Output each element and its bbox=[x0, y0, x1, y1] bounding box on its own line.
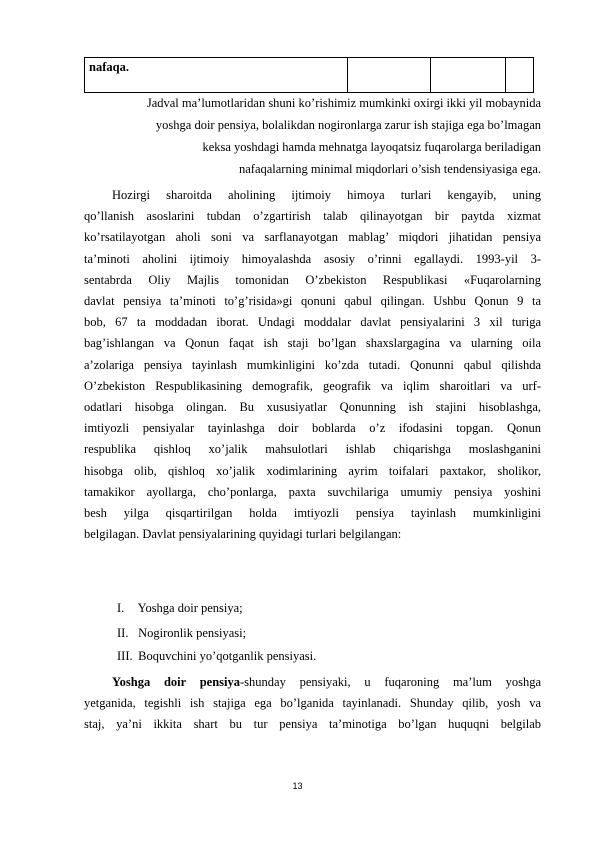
paragraph-line: besh yilga qisqartirilgan holda imtiyozli pensiya tayinlash mumkinligini bbox=[84, 506, 541, 521]
paragraph-line: ta’minoti aholini ijtimoiy himoyalashda asosiy o’rinni egallaydi. 1993-yil 3- bbox=[84, 251, 541, 266]
paragraph-line: bag’ishlangan va Qonun faqat ish staji bo’lgan shaxslargagina va ularning oila bbox=[84, 336, 541, 351]
caption-line-4: nafaqalarning minimal miqdorlari o’sish tendensiyasiga ega. bbox=[238, 162, 541, 176]
paragraph-line: ko’rsatilayotgan aholi soni va sarflanayotgan mablag’ miqdori jihatidan pensiya bbox=[84, 230, 541, 245]
paragraph-line: staj, ya’ni ikkita shart bu tur pensiya ta’minotiga bo’lgan huquqni belgilab bbox=[84, 717, 541, 732]
list-item bbox=[117, 648, 316, 664]
paragraph-pension-overview bbox=[84, 185, 541, 545]
paragraph-line: imtiyozli pensiyalar tayinlashga doir boblarda o’z ifodasini topgan. Qonun bbox=[84, 421, 541, 436]
paragraph-line: respublika qishloq xo’jalik mahsulotlari ishlab chiqarishga moslashganini bbox=[84, 442, 541, 457]
list-item-number: I. bbox=[117, 601, 125, 615]
paragraph-line: belgilagan. Davlat pensiyalarining quyidagi turlari belgilangan: bbox=[84, 527, 402, 542]
paragraph-line: -shunday pensiyaki, u fuqaroning ma’lum yoshga bbox=[240, 675, 541, 689]
caption-line-1: Jadval ma’lumotlaridan shuni ko’rishimiz mumkinki oxirgi ikki yil mobaynida bbox=[146, 96, 541, 110]
paragraph-line: sentabrda Oliy Majlis tomonidan O’zbekiston Respublikasi «Fuqarolarning bbox=[84, 272, 541, 287]
list-item-text: Boquvchini yo’qotganlik pensiyasi. bbox=[138, 649, 317, 663]
paragraph-line: tamakikor ayollarga, cho’ponlarga, paxta suvchilariga umumiy pensiya yoshini bbox=[84, 484, 541, 499]
list-item-text: Nogironlik pensiyasi; bbox=[138, 626, 247, 640]
table-cell bbox=[506, 58, 534, 93]
paragraph-line: O’zbekiston Respublikasining demografik, geografik va iqlim sharoitlari va urf- bbox=[84, 378, 541, 393]
table-cell bbox=[431, 58, 506, 93]
caption-line-3: keksa yoshdagi hamda mehnatga layoqatsiz fuqarolarga beriladigan bbox=[202, 140, 541, 154]
list-item-number: II. bbox=[117, 626, 129, 640]
paragraph-line: Hozirgi sharoitda aholining ijtimoiy himoya turlari kengayib, uning bbox=[112, 188, 541, 202]
table-cell bbox=[348, 58, 431, 93]
paragraph-line: a’zolariga pensiya tayinlash mumkinligini ko’zda tutadi. Qonunni qabul qilishda bbox=[84, 357, 541, 372]
bold-term: Yoshga doir pensiya bbox=[112, 675, 240, 689]
paragraph-line: yetganida, tegishli ish stajiga ega bo’lganida tayinlanadi. Shunday qilib, yosh va bbox=[84, 696, 541, 711]
paragraph-line: bob, 67 ta moddadan iborat. Undagi moddalar davlat pensiyalarini 3 xil turiga bbox=[84, 315, 541, 330]
paragraph-age-pension bbox=[84, 672, 541, 736]
paragraph-line: qo’llanish asoslarini tubdan o’zgartirish talab qilinayotgan bir paytda xizmat bbox=[84, 209, 541, 224]
list-item bbox=[117, 600, 243, 616]
list-item-number: III. bbox=[117, 649, 133, 663]
fragment-table bbox=[84, 57, 534, 93]
paragraph-line: hisobga olib, qishloq xo’jalik xodimlarining ayrim toifalari paxtakor, sholikor, bbox=[84, 463, 541, 478]
list-item-text: Yoshga doir pensiya; bbox=[137, 601, 243, 615]
caption-line-2: yoshga doir pensiya, bolalikdan nogironlarga zarur ish stajiga ega bo’lmagan bbox=[155, 118, 541, 132]
table-cell-label: nafaqa. bbox=[85, 58, 348, 93]
table-row bbox=[85, 58, 534, 93]
paragraph-line: odatlari hisobga olingan. Bu xususiyatlar Qonunning ish stajini hisoblashga, bbox=[84, 400, 541, 415]
paragraph-line: davlat pensiya ta’minoti to’g’risida»gi qonuni qabul qilingan. Ushbu Qonun 9 ta bbox=[84, 294, 541, 309]
list-item bbox=[117, 625, 246, 641]
page-number: 13 bbox=[292, 781, 303, 791]
